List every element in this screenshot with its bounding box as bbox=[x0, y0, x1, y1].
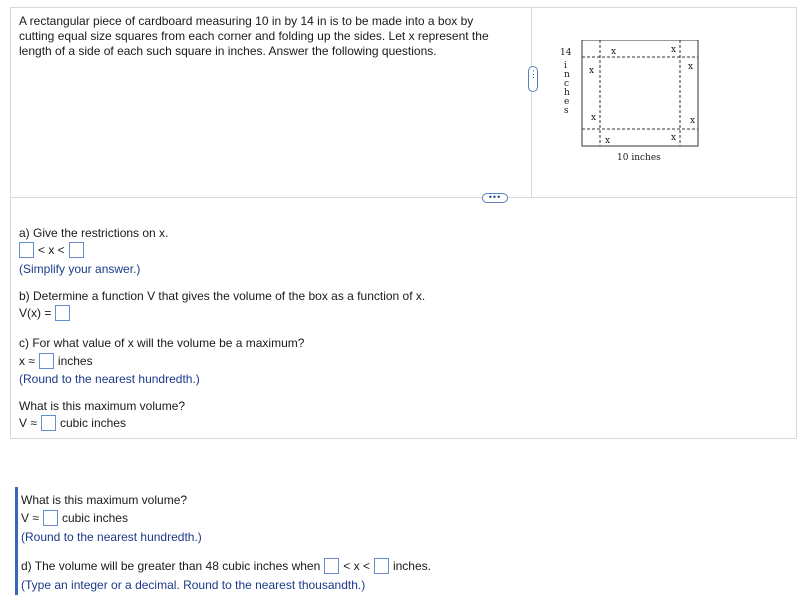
part-d-middle: < x < bbox=[343, 558, 370, 573]
part-c2-unit: cubic inches bbox=[61, 510, 128, 525]
part-d-answer-row bbox=[21, 558, 431, 574]
part-b-input[interactable] bbox=[55, 305, 70, 321]
part-a-middle: < x < bbox=[38, 242, 65, 257]
height-letter: n bbox=[564, 70, 570, 80]
height-letter: i bbox=[564, 61, 567, 71]
part-c-unit: inches bbox=[57, 353, 93, 368]
part-c2-prompt: What is this maximum volume? bbox=[19, 399, 186, 413]
x-label: x bbox=[605, 136, 611, 146]
panel-accent-bar bbox=[15, 487, 18, 595]
height-number: 14 bbox=[560, 48, 572, 58]
height-letter: c bbox=[564, 79, 570, 89]
part-b-lhs: V(x) = bbox=[19, 305, 52, 320]
part-c-input[interactable] bbox=[39, 353, 54, 369]
part-b-prompt: b) Determine a function V that gives the volume of the box as a function of x. bbox=[19, 289, 426, 303]
part-a-upper-input[interactable] bbox=[69, 242, 84, 258]
x-label: x bbox=[690, 116, 696, 126]
part-d-lower-input[interactable] bbox=[324, 558, 339, 574]
part-d-upper-input[interactable] bbox=[374, 558, 389, 574]
x-label: x bbox=[589, 66, 595, 76]
answer-panel bbox=[15, 487, 795, 595]
part-b-answer-row bbox=[19, 305, 70, 321]
part-c2-answer-row-repeat bbox=[21, 510, 128, 526]
part-c2-hint: (Round to the nearest hundredth.) bbox=[21, 530, 202, 544]
height-letter: e bbox=[564, 97, 570, 107]
part-c-lhs: x ≈ bbox=[19, 353, 35, 368]
part-c-prompt: c) For what value of x will the volume be a maximum? bbox=[19, 336, 305, 350]
x-label: x bbox=[591, 113, 597, 123]
part-c2-input-repeat[interactable] bbox=[43, 510, 58, 526]
x-label: x bbox=[671, 133, 677, 143]
part-c2-answer-row bbox=[19, 415, 126, 431]
part-c2-input[interactable] bbox=[41, 415, 56, 431]
expand-section-button[interactable]: ••• bbox=[482, 193, 508, 203]
question-text: A rectangular piece of cardboard measuring 10 in by 14 in is to be made into a box by cutting equal size squares from each corner and folding up the sides. Let x represent the length of a side of each such square in inches. Answer the following questions. bbox=[19, 14, 489, 58]
x-label: x bbox=[671, 45, 677, 55]
part-c-answer-row bbox=[19, 353, 93, 369]
part-a-hint: (Simplify your answer.) bbox=[19, 262, 141, 276]
part-d-prompt: d) The volume will be greater than 48 cubic inches when bbox=[21, 558, 321, 573]
part-c-hint: (Round to the nearest hundredth.) bbox=[19, 372, 200, 386]
part-a-prompt: a) Give the restrictions on x. bbox=[19, 226, 169, 240]
height-letter: h bbox=[564, 88, 570, 98]
part-c2-lhs: V ≈ bbox=[19, 415, 37, 430]
height-letter: s bbox=[564, 106, 569, 116]
vertical-divider bbox=[531, 7, 532, 197]
part-a-lower-input[interactable] bbox=[19, 242, 34, 258]
part-d-unit: inches. bbox=[392, 558, 431, 573]
part-c2-prompt-repeat: What is this maximum volume? bbox=[21, 493, 188, 507]
expand-diagram-button[interactable]: ⋮ bbox=[528, 66, 538, 92]
part-a-answer-row bbox=[19, 242, 84, 258]
part-d-hint: (Type an integer or a decimal. Round to the nearest thousandth.) bbox=[21, 578, 366, 592]
cardboard-diagram bbox=[560, 40, 705, 165]
part-c2-lhs: V ≈ bbox=[21, 510, 39, 525]
width-label: 10 inches bbox=[617, 153, 661, 163]
part-c2-unit: cubic inches bbox=[59, 415, 126, 430]
x-label: x bbox=[688, 62, 694, 72]
section-divider bbox=[10, 197, 797, 198]
x-label: x bbox=[611, 47, 617, 57]
